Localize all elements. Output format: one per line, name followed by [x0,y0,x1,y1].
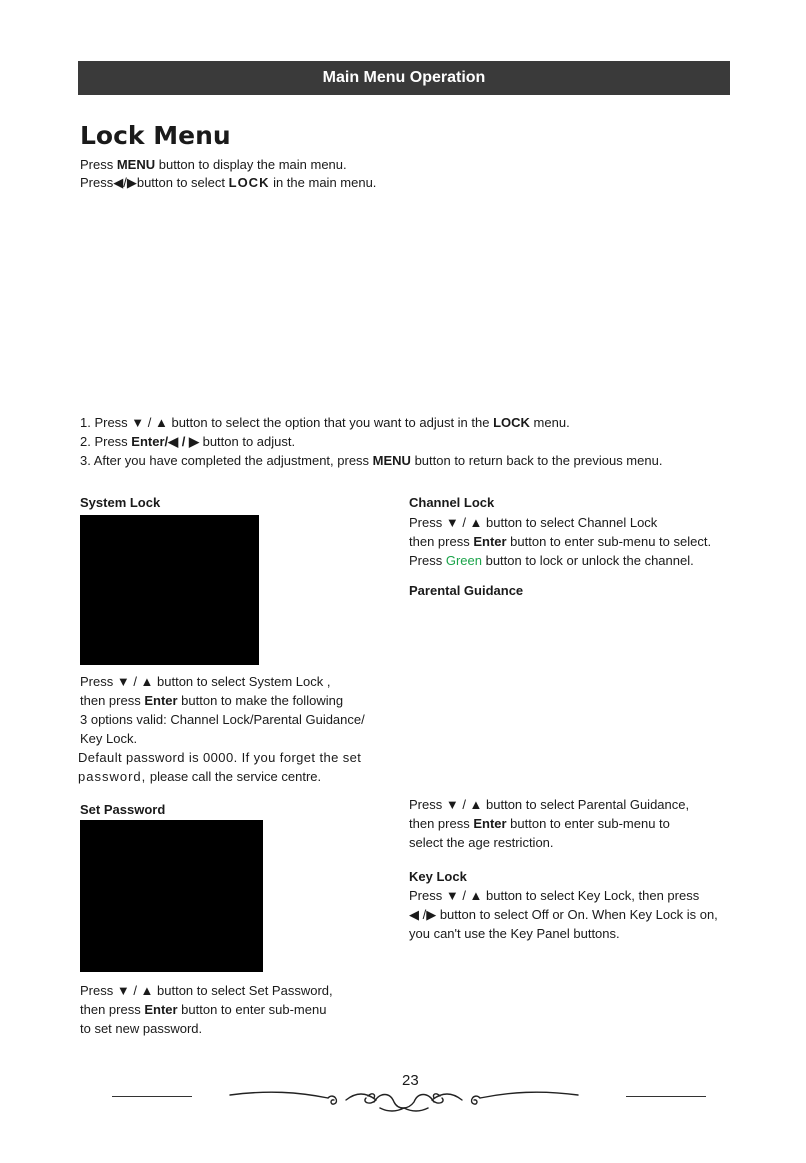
system-lock-text-1: Press ▼ / ▲ button to select System Lock , [80,674,331,689]
footer-rule-left [112,1096,192,1097]
set-password-text-3: to set new password. [80,1021,203,1036]
footer-ornament-icon [228,1080,580,1114]
system-lock-text-6: password, please call the service centre. [78,769,322,784]
set-password-heading: Set Password [80,802,166,817]
parental-guidance-heading: Parental Guidance [409,583,524,598]
set-password-text-1: Press ▼ / ▲ button to select Set Password, [80,983,333,998]
system-lock-text-2: then press Enter button to make the following [80,693,344,708]
key-lock-heading: Key Lock [409,869,467,884]
channel-lock-heading: Channel Lock [409,495,495,510]
section-header-title: Main Menu Operation [322,69,486,86]
channel-lock-text-1: Press ▼ / ▲ button to select Channel Lock [409,515,658,530]
intro-line-2: Press◀/▶button to select LOCK in the main menu. [80,175,377,190]
section-header-bar [78,61,730,95]
footer-rule-right [626,1096,706,1097]
system-lock-text-5: Default password is 0000. If you forget the set [78,750,362,765]
channel-lock-text-2: then press Enter button to enter sub-menu to select. [409,534,712,549]
system-lock-text-3: 3 options valid: Channel Lock/Parental Guidance/ [80,712,365,727]
system-lock-text-4: Key Lock. [80,731,138,746]
step-2: 2. Press Enter/◀ / ▶ button to adjust. [80,434,296,449]
key-lock-text-3: you can't use the Key Panel buttons. [409,926,620,941]
key-lock-text-1: Press ▼ / ▲ button to select Key Lock, then press [409,888,700,903]
system-lock-screen-image [80,515,259,665]
set-password-text-2: then press Enter button to enter sub-menu [80,1002,327,1017]
parental-guidance-text-1: Press ▼ / ▲ button to select Parental Guidance, [409,797,690,812]
key-lock-text-2: ◀ /▶ button to select Off or On. When Key Lock is on, [409,907,718,922]
left-right-arrows-icon: ◀/▶ [113,175,137,190]
page-title: Lock Menu [80,121,231,150]
intro-line-1: Press MENU button to display the main menu. [80,157,347,172]
system-lock-heading: System Lock [80,495,161,510]
channel-lock-text-3: Press Green button to lock or unlock the channel. [409,553,694,568]
step-1: 1. Press ▼ / ▲ button to select the option that you want to adjust in the LOCK menu. [80,415,570,430]
step-3: 3. After you have completed the adjustment, press MENU button to return back to the previous menu. [80,453,663,468]
page-number: 23 [402,1072,419,1089]
left-right-arrows-icon: ◀ / ▶ [168,434,199,449]
set-password-screen-image [80,820,263,972]
parental-guidance-text-3: select the age restriction. [409,835,554,850]
parental-guidance-text-2: then press Enter button to enter sub-menu to [409,816,670,831]
